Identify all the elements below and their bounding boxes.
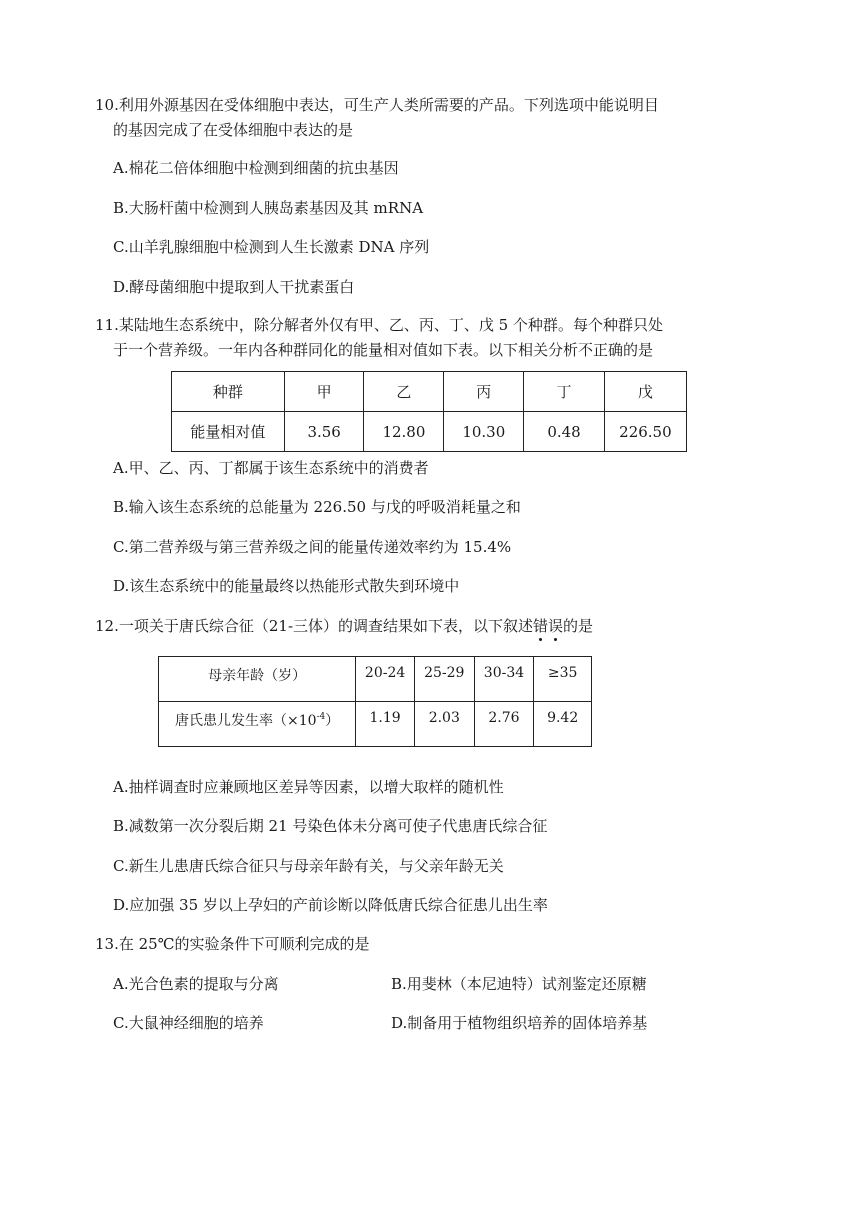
table-row (172, 372, 687, 412)
table-header-incidence (159, 702, 356, 747)
q10-option-a: A.棉花二倍体细胞中检测到细菌的抗虫基因 (113, 159, 399, 177)
table-row (159, 657, 592, 702)
q11-energy-table (171, 371, 687, 452)
q12-emphasis-char-1: 错 (533, 617, 549, 635)
q12-option-b: B.减数第一次分裂后期 21 号染色体未分离可使子代患唐氏综合征 (113, 817, 548, 835)
age-cell: 30-34 (474, 657, 534, 702)
age-cell: 20-24 (356, 657, 415, 702)
q11-option-a: A.甲、乙、丙、丁都属于该生态系统中的消费者 (113, 459, 429, 477)
species-cell: 丙 (444, 372, 524, 412)
table-header-mother-age: 母亲年龄（岁） (159, 657, 356, 702)
species-cell: 戊 (604, 372, 686, 412)
q10-option-b: B.大肠杆菌中检测到人胰岛素基因及其 mRNA (113, 199, 424, 217)
incidence-label-close: ） (325, 713, 340, 729)
energy-cell: 3.56 (284, 412, 364, 452)
incidence-label: 唐氏患儿发生率（×10 (174, 713, 317, 729)
q12-rate-table (158, 656, 592, 747)
species-cell: 乙 (364, 372, 444, 412)
q12-stem-prefix: 12.一项关于唐氏综合征（21-三体）的调查结果如下表，以下叙述 (95, 617, 534, 635)
q12-option-d: D.应加强 35 岁以上孕妇的产前诊断以降低唐氏综合征患儿出生率 (113, 896, 548, 914)
rate-cell: 2.76 (474, 702, 534, 747)
table-header-species: 种群 (172, 372, 285, 412)
rate-cell: 1.19 (356, 702, 415, 747)
q12-emphasis-char-2: 误 (548, 617, 564, 635)
q11-option-b: B.输入该生态系统的总能量为 226.50 与戊的呼吸消耗量之和 (113, 498, 521, 516)
q13-option-a: A.光合色素的提取与分离 (113, 975, 279, 993)
table-row (172, 412, 687, 452)
q13-stem: 13.在 25℃的实验条件下可顺利完成的是 (95, 935, 370, 953)
rate-cell: 9.42 (534, 702, 592, 747)
age-cell: 25-29 (414, 657, 474, 702)
q10-option-d: D.酵母菌细胞中提取到人干扰素蛋白 (113, 278, 355, 296)
q11-stem-line1: 11.某陆地生态系统中，除分解者外仅有甲、乙、丙、丁、戊 5 个种群。每个种群只处 (95, 316, 663, 334)
q10-stem-line2: 的基因完成了在受体细胞中表达的是 (113, 121, 354, 139)
species-cell: 丁 (524, 372, 605, 412)
q13-option-b: B.用斐林（本尼迪特）试剂鉴定还原糖 (391, 975, 647, 993)
q12-stem (95, 616, 593, 636)
age-cell: ≥35 (534, 657, 592, 702)
incidence-exponent: -4 (316, 712, 326, 722)
table-header-energy: 能量相对值 (172, 412, 285, 452)
energy-cell: 10.30 (444, 412, 524, 452)
energy-cell: 226.50 (604, 412, 686, 452)
table-row (159, 702, 592, 747)
q12-stem-suffix: 的是 (563, 617, 594, 635)
species-cell: 甲 (284, 372, 364, 412)
q10-option-c: C.山羊乳腺细胞中检测到人生长激素 DNA 序列 (113, 238, 430, 256)
q12-option-c: C.新生儿患唐氏综合征只与母亲年龄有关，与父亲年龄无关 (113, 857, 504, 875)
q11-stem-line2: 于一个营养级。一年内各种群同化的能量相对值如下表。以下相关分析不正确的是 (113, 341, 654, 359)
energy-cell: 12.80 (364, 412, 444, 452)
q13-option-c: C.大鼠神经细胞的培养 (113, 1014, 264, 1032)
energy-cell: 0.48 (524, 412, 605, 452)
rate-cell: 2.03 (414, 702, 474, 747)
q11-option-c: C.第二营养级与第三营养级之间的能量传递效率约为 15.4% (113, 538, 512, 556)
q12-option-a: A.抽样调查时应兼顾地区差异等因素，以增大取样的随机性 (113, 778, 504, 796)
q10-stem-line1: 10.利用外源基因在受体细胞中表达，可生产人类所需要的产品。下列选项中能说明目 (95, 96, 659, 114)
q13-option-d: D.制备用于植物组织培养的固体培养基 (391, 1014, 648, 1032)
q11-option-d: D.该生态系统中的能量最终以热能形式散失到环境中 (113, 577, 460, 595)
